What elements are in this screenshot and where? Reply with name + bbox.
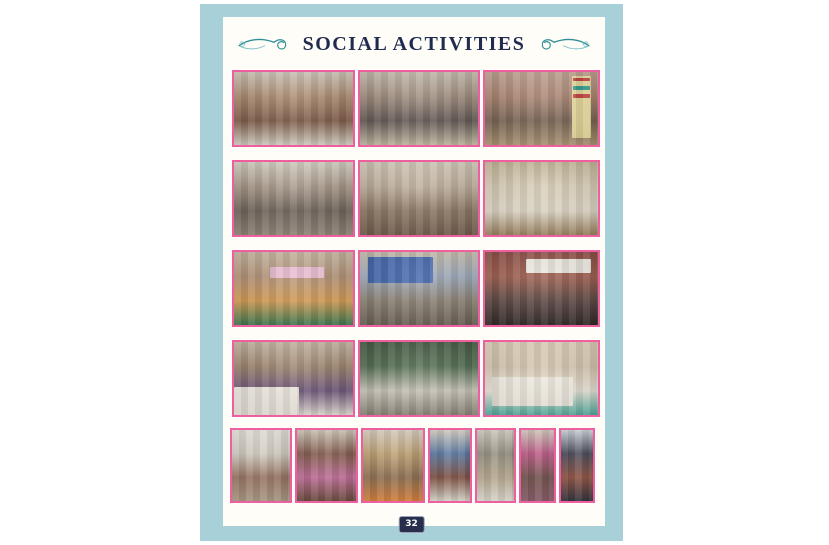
photo-overlay — [234, 387, 299, 415]
photo-overlay — [368, 257, 433, 283]
photo-strip — [223, 428, 605, 503]
page-title: SOCIAL ACTIVITIES — [302, 32, 526, 55]
flourish-left-icon — [238, 31, 296, 57]
photo-bedside-care — [230, 428, 292, 503]
photo-overlay — [526, 259, 592, 274]
photo-overlay — [573, 78, 590, 82]
page-sheet — [200, 4, 623, 541]
photo-therapy-pair — [428, 428, 472, 503]
photo-row — [232, 340, 605, 417]
photo-overlay — [573, 94, 590, 98]
photo-overlay — [270, 267, 325, 278]
photo-desk-discussion — [358, 70, 480, 147]
photo-overlay — [492, 377, 573, 406]
photo-lecture-hall-speaker — [232, 160, 355, 237]
page-inner — [223, 17, 605, 526]
photo-checkup-table — [232, 340, 355, 417]
photo-clinic-room-table — [483, 340, 600, 417]
photo-row — [232, 70, 605, 147]
photo-indoor-guests-group — [358, 160, 480, 237]
photo-health-camp-signboards — [483, 70, 600, 147]
photo-row — [232, 250, 605, 327]
photo-dais-function — [232, 250, 355, 327]
photo-tent-gathering — [483, 250, 600, 327]
photo-leg-massage — [295, 428, 358, 503]
photo-row — [232, 160, 605, 237]
photo-women-group-office — [232, 70, 355, 147]
photo-outdoor-uniform-group — [483, 160, 600, 237]
photo-grid — [223, 70, 605, 417]
photo-headscarf-care — [559, 428, 595, 503]
photo-green-curtain-team — [358, 340, 480, 417]
photo-therapy-pink — [519, 428, 556, 503]
photo-overlay — [573, 86, 590, 90]
page-header — [223, 27, 605, 61]
photo-covered-patient — [361, 428, 425, 503]
photo-blue-banner-program — [358, 250, 480, 327]
photo-exam-table — [475, 428, 516, 503]
page-number-badge: 32 — [398, 516, 425, 533]
flourish-right-icon — [532, 31, 590, 57]
